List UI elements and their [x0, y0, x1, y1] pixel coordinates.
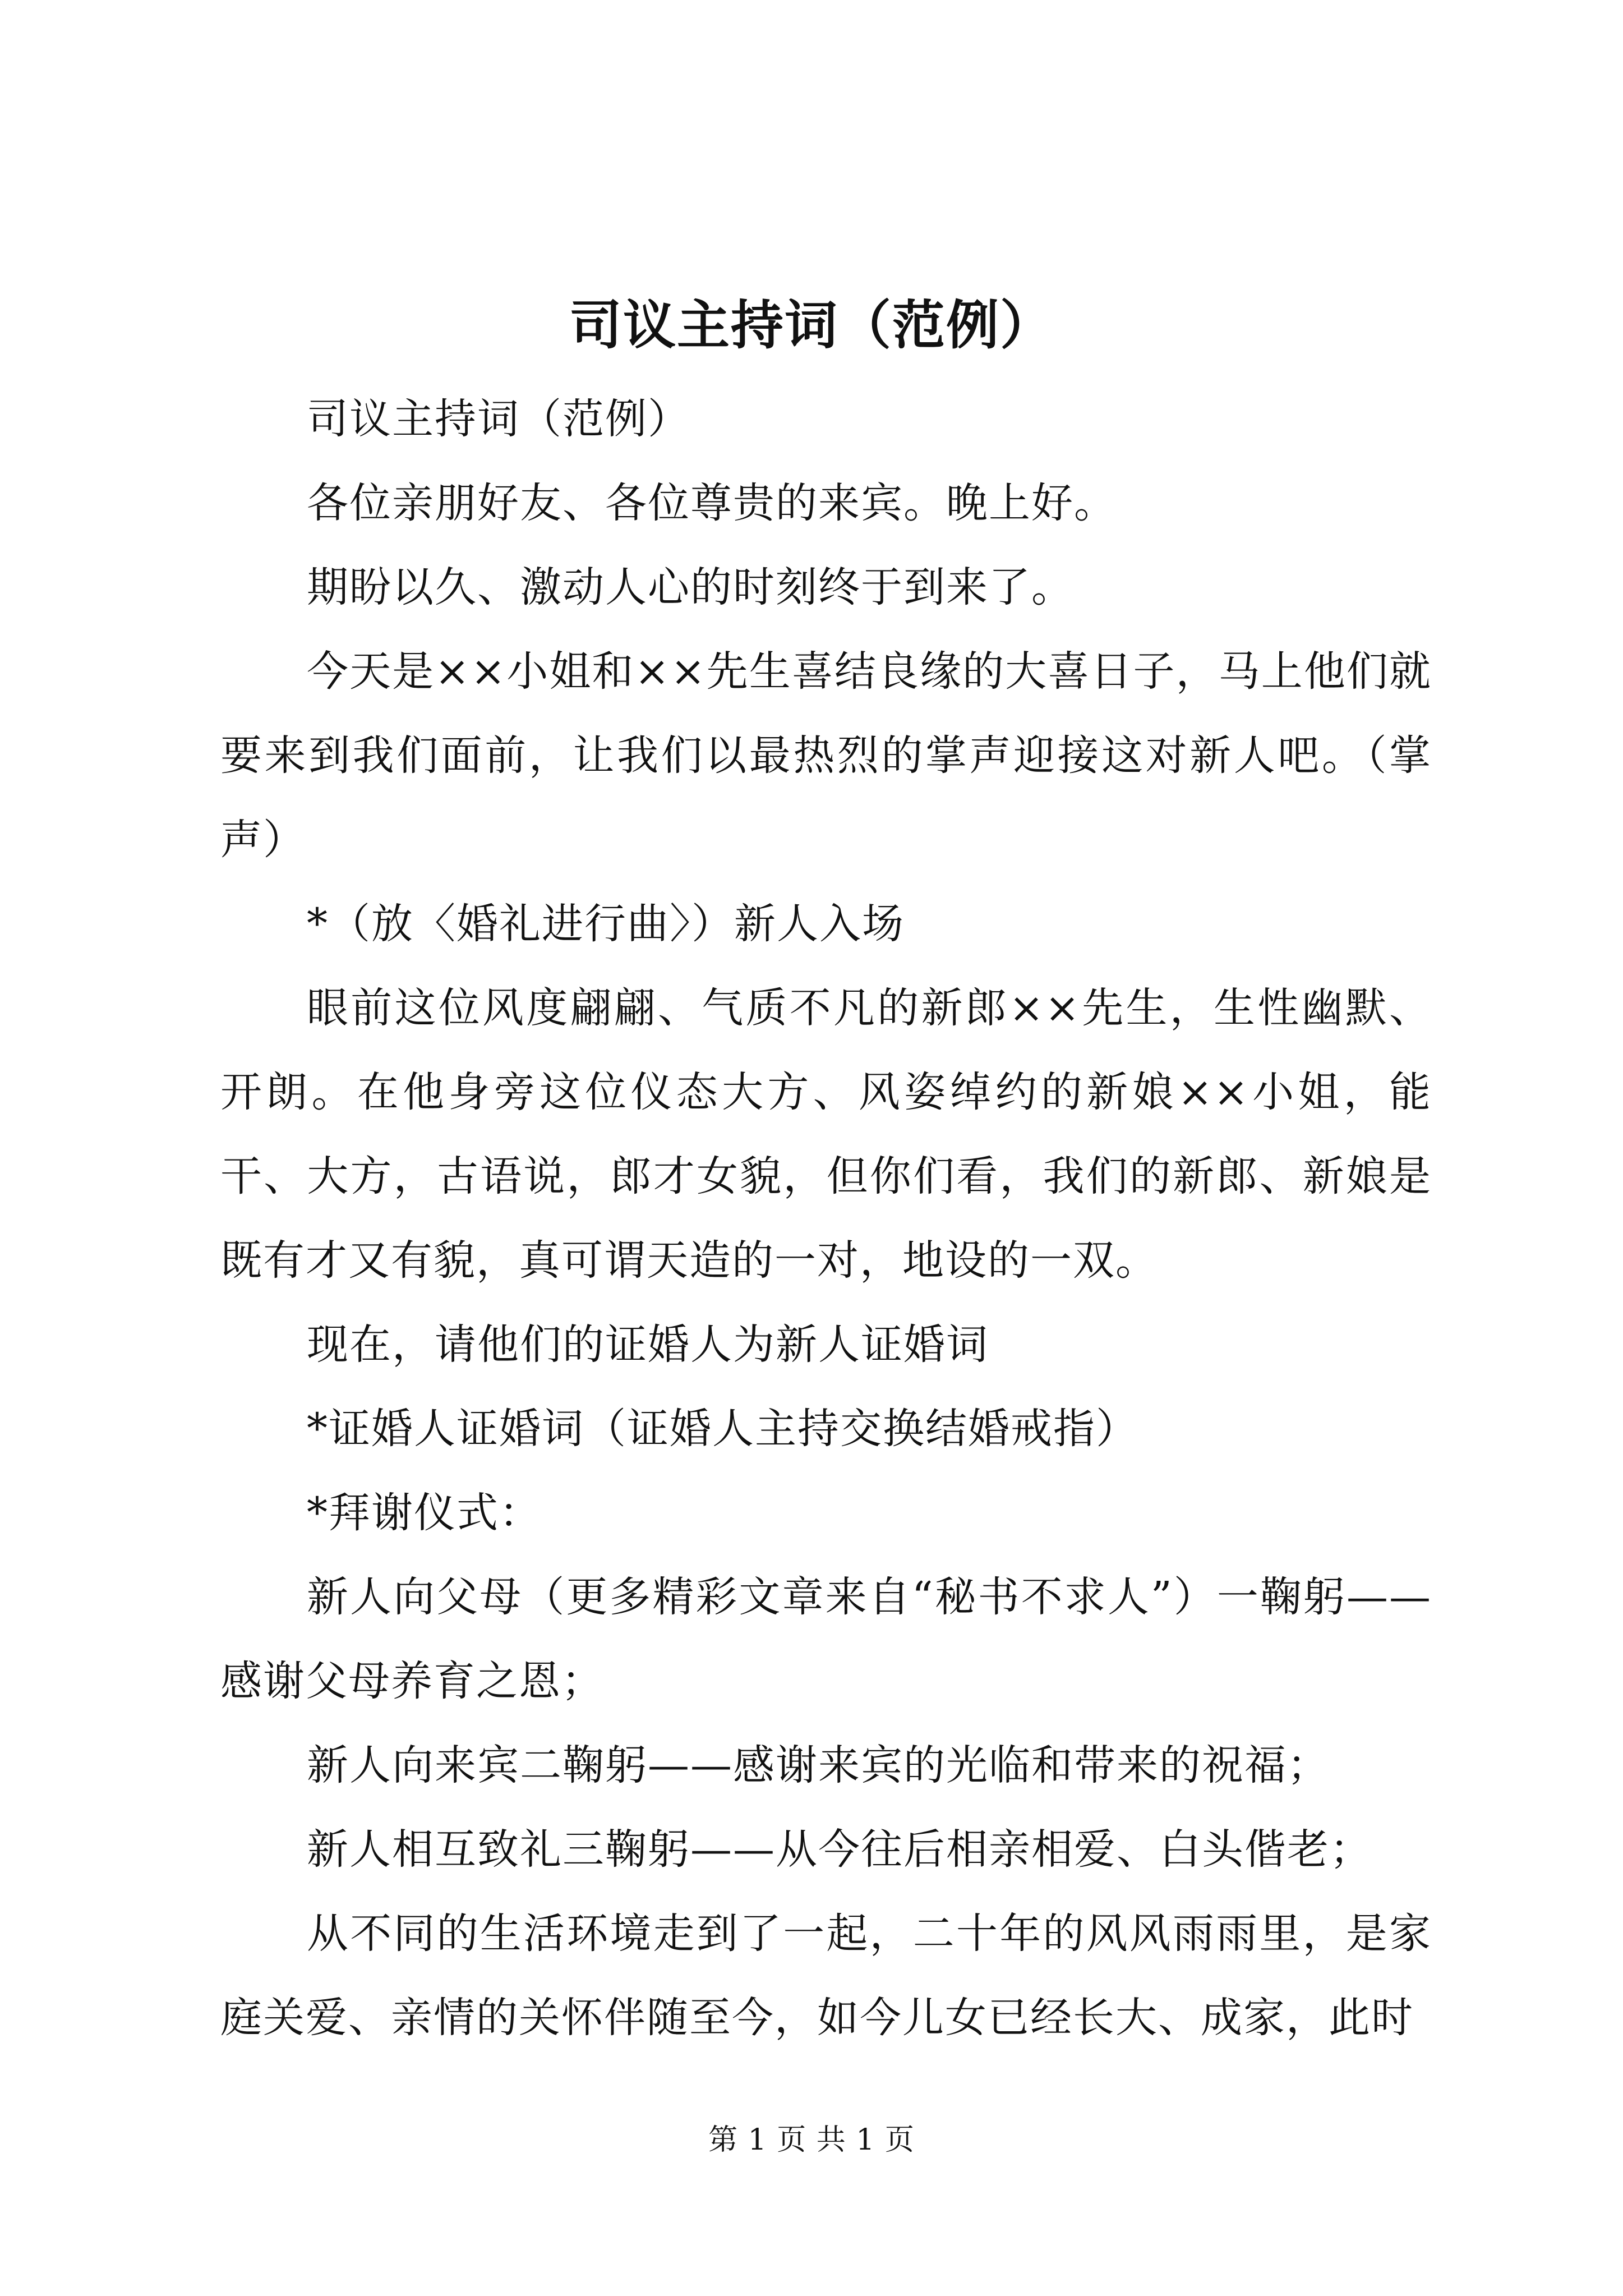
paragraph: 各位亲朋好友、各位尊贵的来宾。晚上好。 — [307, 479, 1117, 527]
paragraph: 新人向父母（更多精彩文章来自“秘书不求人”）一鞠躬——感谢父母养育之恩； — [220, 1573, 1432, 1705]
paragraph: *（放〈婚礼进行曲〉）新人入场 — [307, 900, 905, 948]
paragraph: 眼前这位风度翩翩、气质不凡的新郎××先生，生性幽默、开朗。在他身旁这位仪态大方、风姿绰约的新娘××小姐，能干、大方，古语说，郎才女貌，但你们看，我们的新郎、新娘是既有才又有貌，真可谓天造的一对，地设的一双。 — [220, 984, 1432, 1285]
paragraph: 司议主持词（范例） — [307, 395, 690, 443]
document-title: 司议主持词（范例） — [569, 295, 1054, 356]
paragraph: 期盼以久、激动人心的时刻终于到来了。 — [307, 563, 1074, 611]
paragraph: *拜谢仪式： — [307, 1489, 542, 1537]
paragraph: 现在，请他们的证婚人为新人证婚词 — [307, 1320, 989, 1369]
paragraph: 今天是××小姐和××先生喜结良缘的大喜日子，马上他们就要来到我们面前，让我们以最热烈的掌声迎接这对新人吧。（掌声） — [220, 647, 1432, 864]
paragraph: 新人相互致礼三鞠躬——从今往后相亲相爱、白头偕老； — [307, 1825, 1372, 1874]
paragraph: *证婚人证婚词（证婚人主持交换结婚戒指） — [307, 1405, 1138, 1453]
document-body — [220, 377, 1432, 2060]
paragraph: 从不同的生活环境走到了一起，二十年的风风雨雨里，是家庭关爱、亲情的关怀伴随至今，如今儿女已经长大、成家，此时 — [220, 1910, 1432, 2042]
paragraph: 新人向来宾二鞠躬——感谢来宾的光临和带来的祝福； — [307, 1741, 1330, 1789]
page-number: 第 1 页 共 1 页 — [708, 2123, 915, 2157]
